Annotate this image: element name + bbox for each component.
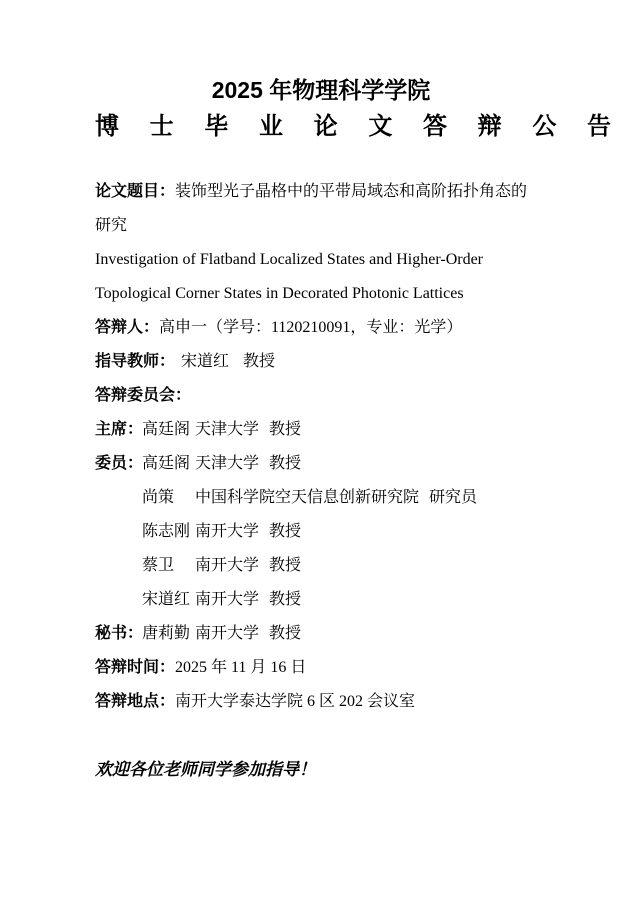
secretary-name: 唐莉勤: [142, 625, 191, 642]
committee-member-title: 教授: [269, 523, 302, 540]
committee-row-member: [95, 481, 547, 515]
defense-time-value: 2025 年 11 月 16 日: [175, 659, 307, 676]
advisor-name: 宋道红: [181, 353, 230, 370]
document-content: [95, 76, 624, 787]
committee-member-affiliation: 天津大学: [195, 421, 260, 438]
committee-member-name: 高廷阁: [142, 421, 191, 438]
defense-time-label: 答辩时间：: [95, 659, 176, 676]
committee-member-affiliation: 南开大学: [195, 591, 260, 608]
committee-row-member: [95, 447, 547, 481]
secretary-title: 教授: [269, 625, 302, 642]
candidate-line: [95, 311, 547, 345]
document-body: [95, 175, 547, 787]
committee-member-affiliation: 中国科学院空天信息创新研究院: [195, 489, 420, 506]
committee-row-member: [95, 549, 547, 583]
committee-member-title: 教授: [269, 557, 302, 574]
committee-member-name: 高廷阁: [142, 455, 191, 472]
thesis-title-cn-text: 装饰型光子晶格中的平带局域态和高阶拓扑角态的: [175, 183, 528, 200]
committee-member-name: 蔡卫: [142, 557, 175, 574]
defense-time-line: [95, 651, 547, 685]
committee-member-name: 尚策: [142, 489, 175, 506]
committee-member-name: 陈志刚: [142, 523, 191, 540]
thesis-title-cn-line2: 研究: [95, 217, 128, 234]
committee-member-title: 教授: [269, 591, 302, 608]
page-subtitle: 博 士 毕 业 论 文 答 辩 公 告: [95, 113, 624, 140]
committee-member-affiliation: 南开大学: [195, 557, 260, 574]
page-title: 2025 年物理科学学院: [211, 77, 431, 103]
committee-member-title: 研究员: [429, 489, 478, 506]
committee-member-affiliation: 南开大学: [195, 523, 260, 540]
thesis-title-en-line1: Investigation of Flatband Localized States and Higher-Order: [95, 251, 483, 268]
thesis-title-label: 论文题目：: [95, 183, 176, 200]
defense-location-label: 答辩地点：: [95, 693, 176, 710]
committee-role-label: [95, 583, 142, 617]
closing-invitation: 欢迎各位老师同学参加指导！: [95, 760, 316, 779]
committee-role-label: 主席：: [95, 421, 144, 438]
candidate-value: 高申一（学号：1120210091，专业：光学）: [159, 319, 463, 336]
defense-location-line: [95, 685, 547, 719]
thesis-title-cn-line1: [95, 175, 547, 209]
thesis-title-en-line2: Topological Corner States in Decorated Photonic Lattices: [95, 285, 464, 302]
defense-location-value: 南开大学泰达学院 6 区 202 会议室: [175, 693, 416, 710]
advisor-title: 教授: [243, 353, 276, 370]
committee-member-affiliation: 天津大学: [195, 455, 260, 472]
committee-member-title: 教授: [269, 455, 302, 472]
secretary-affiliation: 南开大学: [195, 625, 260, 642]
candidate-label: 答辩人：: [95, 319, 160, 336]
committee-member-title: 教授: [269, 421, 302, 438]
committee-row-member: [95, 583, 547, 617]
committee-role-label: [95, 481, 142, 515]
secretary-line: [95, 617, 547, 651]
committee-member-name: 宋道红: [142, 591, 191, 608]
advisor-label: 指导教师：: [95, 353, 176, 370]
committee-role-label: 委员：: [95, 455, 144, 472]
committee-row-chair: [95, 413, 547, 447]
advisor-line: [95, 345, 547, 379]
committee-row-member: [95, 515, 547, 549]
secretary-label: 秘书：: [95, 625, 144, 642]
committee-role-label: [95, 549, 142, 583]
committee-header: 答辩委员会：: [95, 387, 192, 404]
committee-role-label: [95, 515, 142, 549]
